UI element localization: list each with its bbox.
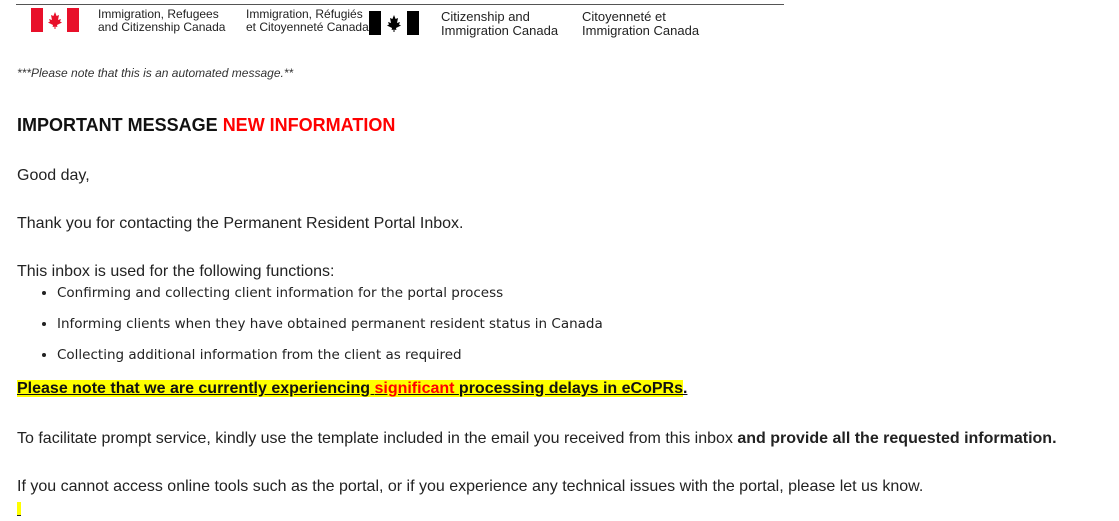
canada-flag-icon bbox=[31, 8, 79, 32]
list-item: • Confirming and collecting client information for the portal process bbox=[57, 283, 603, 314]
important-heading bbox=[17, 115, 395, 136]
delay-text-part2: processing delays in eCoPRs bbox=[458, 380, 683, 397]
delay-text-part1: Please note that we are currently experiencing bbox=[17, 380, 375, 397]
template-instructions bbox=[17, 430, 1057, 448]
template-bold-text: and provide all the requested information. bbox=[737, 430, 1057, 447]
technical-issues-note: If you cannot access online tools such as the portal, or if you experience any technical issues with the portal, please let us know. bbox=[17, 478, 924, 495]
list-item: • Informing clients when they have obtained permanent resident status in Canada bbox=[57, 314, 603, 345]
irc-name-fr: Immigration, Réfugiés et Citoyenneté Canada bbox=[246, 7, 369, 34]
cic-name-en: Citizenship and Immigration Canada bbox=[441, 9, 559, 38]
greeting: Good day, bbox=[17, 167, 90, 184]
functions-list bbox=[17, 283, 603, 376]
list-item: • Collecting additional information from the client as required bbox=[57, 345, 603, 376]
text-cursor-highlight bbox=[17, 502, 21, 516]
automated-note: ***Please note that this is an automated message.** bbox=[17, 66, 294, 80]
new-information-label: NEW INFORMATION bbox=[222, 115, 396, 135]
thanks-text: Thank you for contacting the Permanent Resident Portal Inbox. bbox=[17, 215, 464, 232]
irc-name-en: Immigration, Refugees and Citizenship Canada bbox=[98, 7, 226, 34]
header-rule bbox=[16, 4, 784, 5]
delay-period: . bbox=[683, 380, 688, 397]
cic-name-fr: Citoyenneté et Immigration Canada bbox=[582, 9, 700, 38]
template-text: To facilitate prompt service, kindly use the template included in the email you received from this inbox bbox=[17, 430, 738, 447]
processing-delay-notice bbox=[17, 380, 687, 398]
delay-significant: significant bbox=[374, 380, 459, 397]
canada-flag-black-icon bbox=[369, 11, 419, 35]
functions-intro: This inbox is used for the following functions: bbox=[17, 263, 335, 280]
important-prefix: IMPORTANT MESSAGE bbox=[17, 115, 223, 135]
